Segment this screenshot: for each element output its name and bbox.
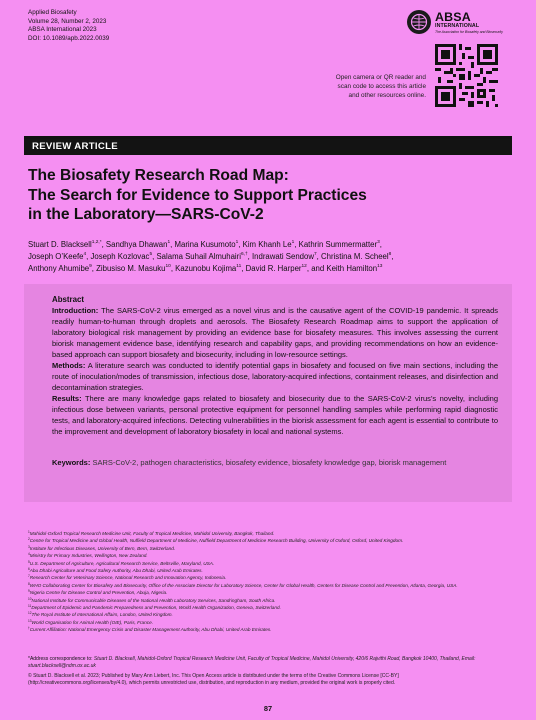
affiliation-item: $^9$Nigeria Centre for Disease Control and Prevention, Abuja, Nigeria. [28,589,168,596]
abstract-results: Results: There are many knowledge gaps related to biosafety and biosecurity due to the SARS-CoV-2 virus’s novelty, including infectious dose between variants, personal protective equipment for personnel handling samples while performing rapid diagnostic tests, and laboratory-acquired infections. Detecting vulnerabilities in the biorisk assessment for each agent is essential to contribute to the improvement and development of laboratory biosafety in local and national systems. [52,394,498,436]
journal-doi[interactable]: DOI: 10.1089/apb.2022.0039 [28,34,110,42]
journal-volume: Volume 28, Number 2, 2023 [28,17,107,25]
keywords-values: SARS-CoV-2, pathogen characteristics, biosafety evidence, biosafety knowledge gap, biorisk management [92,458,447,467]
logo-name: ABSA [435,10,471,24]
abstract [52,294,498,437]
journal-info [28,9,109,43]
affiliation-item: $^2$Centre for Tropical Medicine and Global Health, Nuffield Department of Medicine, Nuffield Department of Medicine Research Building, University of Oxford, Oxford, United Kingdom. [28,537,404,544]
affiliation-item: $^{12}$The Royal Institute of International Affairs, London, United Kingdom. [28,611,173,618]
correspondence-text: Stuart D. Blacksell, Mahidol-Oxford Tropical Research Medicine Unit, Faculty of Tropical Medicine, Mahidol University, 420/6 Rajvithi Road, Bangkok 10400, Thailand, Email: stuart.blacksell@ndm.ox.ac.uk [28,656,476,670]
logo-tagline: The Association for Biosafety and Biosecurity [435,30,503,34]
affiliation-item: $^{10}$National Institute for Communicable Diseases of the National Health Laboratory Services, Sandringham, South Africa. [28,596,276,603]
keywords [52,457,502,468]
journal-publisher: ABSA International 2023 [28,26,97,34]
section-bar [24,139,512,155]
logo-subtitle: INTERNATIONAL [435,23,480,29]
qr-caption: Open camera or QR reader and scan code to access this article and other resources online. [335,74,426,99]
keywords-label: Keywords: [52,458,91,467]
abstract-methods: Methods: A literature search was conducted to identify potential gaps in biosafety and focused on five main sections, including the route of inoculation/modes of transmission, infectious dose, laboratory-acquired infections, containment releases, and disinfection and decontamination strategies. [52,361,498,392]
correspondence-label: *Address correspondence to: [28,656,93,662]
affiliation-item: $^3$Institute for Infectious Diseases, University of Bern, Bern, Switzerland. [28,544,176,551]
affiliation-item: $^{13}$World Organisation for Animal Health (OIE), Paris, France. [28,618,154,625]
copyright-notice: © Stuart D. Blacksell et al. 2023; Published by Mary Ann Liebert, Inc. This Open Access article is distributed under the terms of the Creative Commons License [CC-BY] (http://creativecommons.org/licenses/by/4.0), which permits unrestricted use, distribution, and reproduction in any medium, provided the original work is properly cited. [28,673,516,688]
absa-globe-icon [407,10,431,34]
affiliation-item: $^4$Ministry for Primary Industries, Wellington, New Zealand. [28,552,148,559]
license-link[interactable]: (http://creativecommons.org/licenses/by/4.0), which permits unrestricted use, distribution, and reproduction in any medium, provided the original work is properly cited. [28,680,396,687]
author-line: Anthony Ahumibe$^9$, Zibusiso M. Masuku$^{10}$, Kazunobu Kojima$^{11}$, David R. Harper$^{12}$, and Keith Hamilton$^{13}$ [28,263,383,273]
affiliation-item: $^{11}$Department of Epidemic and Pandemic Preparedness and Prevention, World Health Organization, Geneva, Switzerland. [28,604,281,611]
affiliation-item: $^6$Abu Dhabi Agriculture and Food Safety Authority, Abu Dhabi, United Arab Emirates. [28,567,203,574]
qr-code-icon[interactable] [435,44,498,107]
abstract-heading: Abstract [52,295,85,304]
page-number: 87 [263,704,273,713]
author-line: Joseph O’Keefe$^4$, Joseph Kozlovac$^5$, Salama Suhail Almuhairi$^{6,\dagger}$, Indrawati Sendow$^7$, Christina M. Scheel$^8$, [28,251,394,261]
affiliations [28,530,516,634]
affiliation-item: $^7$Research Center for Veterinary Science, National Research and Innovation Agency, Indonesia. [28,574,227,581]
affiliation-item: $^1$Mahidol-Oxford Tropical Research Medicine Unit, Faculty of Tropical Medicine, Mahidol University, Bangkok, Thailand. [28,530,275,536]
absa-logo [407,10,509,38]
affiliation-item: $^5$U.S. Department of Agriculture, Agricultural Research Service, Beltsville, Maryland, USA. [28,559,215,566]
journal-name: Applied Biosafety [28,9,77,16]
author-line: Stuart D. Blacksell$^{1,2,*}$, Sandhya Dhawan$^1$, Marina Kusumoto$^1$, Kim Khanh Le$^1$, Kathrin Summermatter$^3$, [28,240,382,249]
article-title: The Biosafety Research Road Map: The Search for Evidence to Support Practices in the Laboratory—SARS-CoV-2 [28,167,367,223]
abstract-introduction: Introduction: The SARS-CoV-2 virus emerged as a novel virus and is the causative agent of the COVID-19 pandemic. It spreads readily human-to-human through droplets and aerosols. The Biosafety Research Roadmap aims to support the application of laboratory biological risk management by providing an evidence base for biosafety measures. This involves assessing the current biorisk management evidence base, identifying research and capability gaps, and providing recommendations on how an evidence-based approach can support biosafety and biosecurity, including in low-resource settings. [52,306,499,359]
affiliation-item: $^8$WHO Collaborating Center for Biosafety and Biosecurity, Office of the Associate Director for Laboratory Science, Center for Global Health, Centers for Disease Control and Prevention, Atlanta, Georgia, USA. [28,581,458,588]
affiliation-item: †Current Affiliation: National Emergency Crisis and Disaster Management Authority, Abu Dhabi, United Arab Emirates. [28,626,272,633]
section-label: REVIEW ARTICLE [32,141,118,152]
correspondence [28,656,516,671]
author-list [28,239,518,274]
